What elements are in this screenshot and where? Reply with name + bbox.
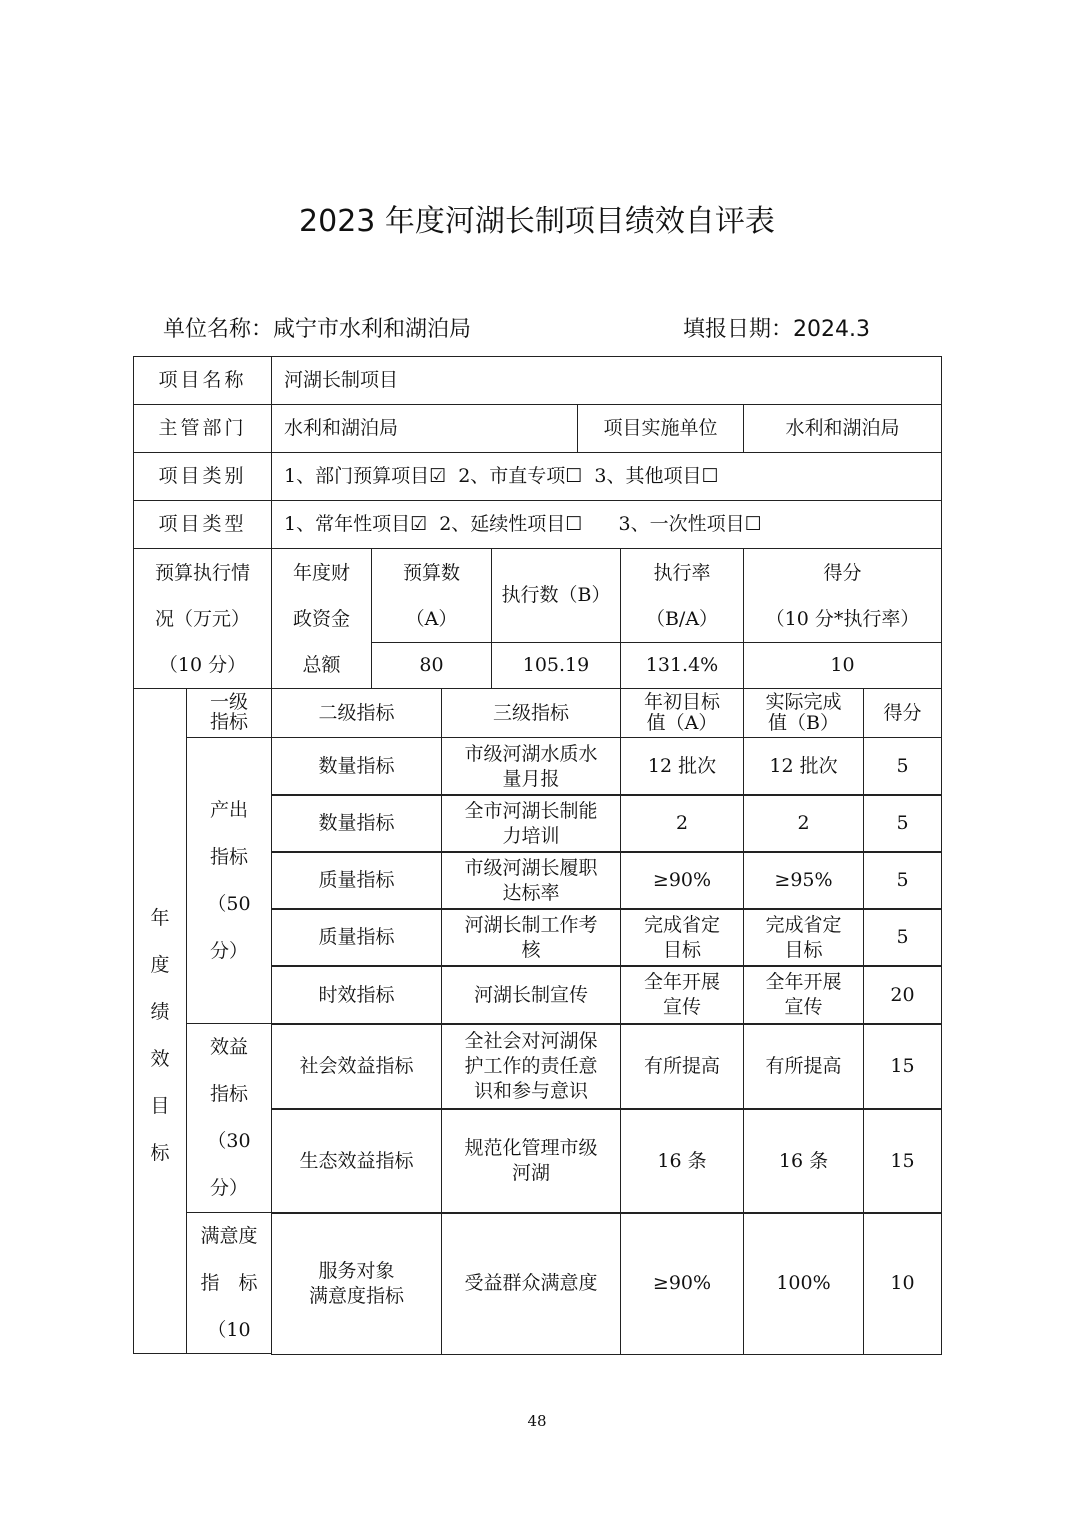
group-line: 指标 [209,845,248,868]
actual-cell: 16 条 [743,1108,864,1214]
dept-label: 主管部门 [133,404,272,453]
level3-cell: 河湖长制工作考 核 [441,908,621,967]
budget-label-line: （10 分） [158,653,247,676]
score-cell: 5 [863,908,942,967]
group-line: （10 [207,1318,251,1341]
group-line: 满意度 [200,1224,258,1247]
target-cell: ≥90% [620,851,744,910]
actual-cell: 全年开展 宣传 [743,965,864,1025]
score-cell: 5 [863,737,942,796]
actual-header: 实际完成 值（B） [743,688,864,738]
group-line: 效益 [209,1036,248,1058]
score-cell: 5 [863,794,942,853]
impl-label: 项目实施单位 [577,404,744,453]
dept-value: 水利和湖泊局 [271,404,578,453]
level2-header: 二级指标 [271,688,442,738]
actual-cell: 有所提高 [743,1023,864,1110]
benefit-indicator-group [186,1023,272,1213]
page-number: 48 [527,1412,547,1430]
project-name-label: 项目名称 [133,356,272,405]
side-char: 效 [150,1048,170,1070]
level2-cell: 质量指标 [271,908,442,967]
level3-cell: 市级河湖水质水 量月报 [441,737,621,796]
budget-a-value: 80 [371,642,492,689]
level3-cell: 规范化管理市级 河湖 [441,1108,621,1214]
group-line: 指 标 [200,1271,258,1294]
unit-name: 单位名称：咸宁市水利和湖泊局 [163,317,472,342]
budget-score-line: （10 分*执行率） [765,607,920,630]
satisfaction-indicator-group [186,1212,272,1354]
page-title: 2023 年度河湖长制项目绩效自评表 [299,204,775,239]
target-cell: 16 条 [620,1108,744,1214]
side-char: 目 [150,1095,170,1117]
level3-cell: 全市河湖长制能 力培训 [441,794,621,853]
budget-score-header [743,548,942,643]
output-indicator-group [186,737,272,1024]
group-line: 产出 [209,798,248,821]
group-line: （50 [207,892,251,915]
rate-line: 执行率 [653,561,711,584]
level2-cell: 数量指标 [271,794,442,853]
rate-header [620,548,744,643]
level3-header: 三级指标 [441,688,621,738]
budget-a-line: （A） [405,607,458,630]
side-char: 年 [150,907,170,929]
score-cell: 15 [863,1108,942,1214]
budget-b-header: 执行数（B） [491,548,621,643]
level2-cell: 生态效益指标 [271,1108,442,1214]
score-cell: 20 [863,965,942,1025]
impl-value: 水利和湖泊局 [743,404,942,453]
budget-a-header [371,548,492,643]
actual-cell: ≥95% [743,851,864,910]
actual-cell: 完成省定 目标 [743,908,864,967]
group-line: 指标 [209,1083,248,1105]
project-name-value: 河湖长制项目 [271,356,942,405]
score-cell: 5 [863,851,942,910]
level2-cell: 服务对象 满意度指标 [271,1212,442,1355]
actual-cell: 2 [743,794,864,853]
group-line: 分） [209,1177,248,1199]
rate-line: （B/A） [645,607,719,630]
category-value: 1、部门预算项目☑ 2、市直专项☐ 3、其他项目☐ [271,452,942,501]
fund-label-line: 年度财 [292,561,350,584]
budget-a-line: 预算数 [402,561,460,584]
score-cell: 10 [863,1212,942,1355]
level1-header: 一级 指标 [186,688,272,738]
group-line: （30 [207,1130,251,1152]
score-header: 得分 [863,688,942,738]
fund-label-line: 政资金 [292,607,350,630]
level2-cell: 时效指标 [271,965,442,1025]
actual-cell: 100% [743,1212,864,1355]
annual-performance-label [133,688,187,1354]
target-header: 年初目标 值（A） [620,688,744,738]
level2-cell: 社会效益指标 [271,1023,442,1110]
type-label: 项目类型 [133,500,272,549]
fund-label-line: 总额 [302,653,341,676]
report-date: 填报日期：2024.3 [683,317,870,342]
target-cell: 12 批次 [620,737,744,796]
side-char: 绩 [150,1001,170,1023]
type-value: 1、常年性项目☑ 2、延续性项目☐ 3、一次性项目☐ [271,500,942,549]
category-label: 项目类别 [133,452,272,501]
target-cell: 完成省定 目标 [620,908,744,967]
group-line: 分） [209,939,248,962]
target-cell: ≥90% [620,1212,744,1355]
level3-cell: 全社会对河湖保 护工作的责任意 识和参与意识 [441,1023,621,1110]
budget-label-line: 况（万元） [154,607,250,630]
side-char: 标 [150,1142,170,1164]
level2-cell: 质量指标 [271,851,442,910]
rate-value: 131.4% [620,642,744,689]
budget-score-value: 10 [743,642,942,689]
budget-score-line: 得分 [823,561,862,584]
score-cell: 15 [863,1023,942,1110]
budget-label [133,548,272,689]
fund-label [271,548,372,689]
level3-cell: 受益群众满意度 [441,1212,621,1355]
side-char: 度 [150,954,170,976]
level3-cell: 市级河湖长履职 达标率 [441,851,621,910]
target-cell: 有所提高 [620,1023,744,1110]
budget-b-value: 105.19 [491,642,621,689]
actual-cell: 12 批次 [743,737,864,796]
target-cell: 2 [620,794,744,853]
budget-label-line: 预算执行情 [154,561,250,584]
target-cell: 全年开展 宣传 [620,965,744,1025]
level2-cell: 数量指标 [271,737,442,796]
level3-cell: 河湖长制宣传 [441,965,621,1025]
